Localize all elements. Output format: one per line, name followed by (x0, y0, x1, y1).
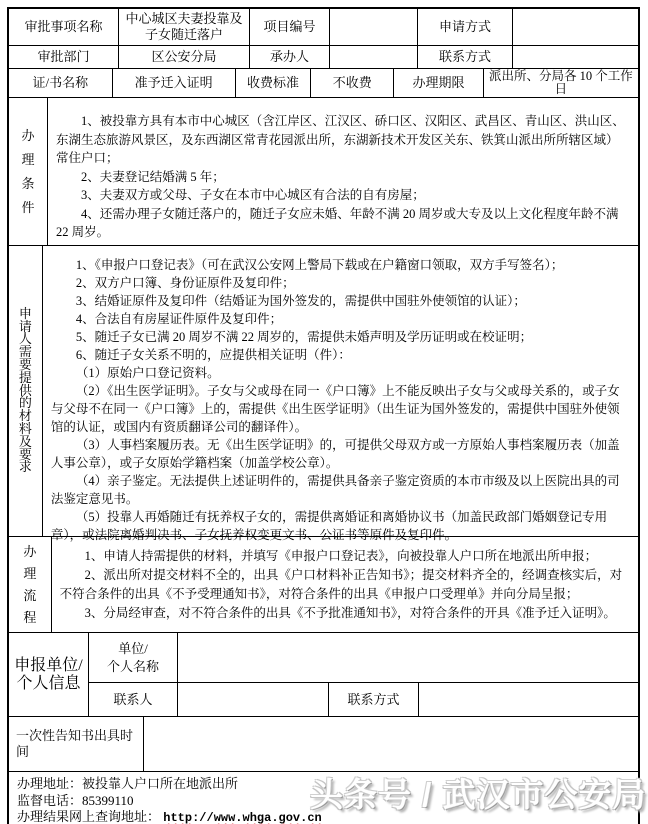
materials-paragraph: （1）原始户口登记资料。 (75, 366, 220, 380)
url-segment: :// (192, 811, 214, 824)
undertaker-label: 承办人 (250, 46, 330, 68)
materials-paragraph: （2）《出生医学证明》。子女与父或母在同一《户口簿》上不能反映出子女与父或母关系的，或子女与父母不在同一《户口簿》上的，需提供《出生医学证明》（出生证为国外签发的，需提供中国驻外使领馆的认证，或国内有资质翻译公司的翻译件）。 (50, 384, 620, 434)
contact-person-value (178, 683, 329, 716)
materials-paragraph: （5）投靠人再婚随迁有抚养权子女的，需提供离婚证和离婚协议书（加盖民政部门婚姻登记专用章），或法院离婚判决书、子女抚养权变更文书、公证书等原件及复印件。 (50, 510, 608, 542)
contact-person-method-value (419, 683, 638, 716)
process-content (52, 537, 638, 632)
department-label: 审批部门 (9, 46, 119, 68)
contact-person-method-label: 联系方式 (329, 683, 419, 716)
url-segment: . (271, 811, 279, 824)
process-paragraph: 1、申请人持需提供的材料，并填写《申报户口登记表》，向被投靠人户口所在地派出所申报； (84, 549, 598, 563)
item-name-value: 中心城区夫妻投靠及子女随迁落户 (119, 9, 250, 45)
section-notice-time (9, 717, 638, 772)
contact-method-label: 联系方式 (418, 46, 513, 68)
approval-form-table (7, 7, 640, 824)
apply-method-label: 申请方式 (418, 9, 513, 45)
header-row-department (9, 46, 638, 69)
applicant-info-grid (89, 633, 638, 716)
result-query-label: 办理结果网上查询地址： (17, 809, 161, 824)
conditions-paragraph: 2、夫妻登记结婚满 5 年； (80, 169, 225, 184)
time-limit-value: 派出所、分局各 10 个工作日 (488, 69, 633, 96)
url-segment: www (213, 811, 236, 824)
url-segment: . (235, 811, 243, 824)
materials-paragraph: 3、结婚证原件及复印件（结婚证为国外签发的，需提供中国驻外使领馆的认证）； (75, 294, 526, 308)
unit-name-label-line1: 单位/ (118, 640, 148, 656)
materials-label-cell (9, 246, 43, 536)
url-segment: gov (278, 811, 301, 824)
applicant-info-label-line1: 申报单位/ (14, 656, 83, 674)
materials-paragraph: 6、随迁子女关系不明的，应提供相关证明（件）： (75, 348, 351, 362)
project-number-value (330, 9, 418, 45)
header-row-certificate (9, 69, 638, 98)
fee-standard-label: 收费标准 (236, 69, 311, 97)
materials-paragraph: 4、合法自有房屋证件原件及复印件； (75, 312, 283, 326)
project-number-label: 项目编号 (250, 9, 330, 45)
materials-paragraph: 5、随迁子女已满 20 周岁不满 22 周岁的，需提供未婚声明及学历证明或在校证明； (75, 330, 533, 344)
section-materials (9, 246, 638, 542)
contact-person-label: 联系人 (89, 683, 178, 716)
applicant-name-row (89, 633, 638, 683)
materials-content (43, 246, 638, 542)
conditions-paragraph: 4、还需办理子女随迁落户的，随迁子女应未婚、年龄不满 20 周岁或大专及以上文化程度年龄不满 22 周岁。 (55, 206, 619, 239)
url-segment: whga (242, 811, 272, 824)
url-segment: http (163, 811, 193, 824)
url-segment: . (300, 811, 308, 824)
url-segment: cn (307, 811, 322, 824)
applicant-info-label-cell (9, 633, 89, 716)
unit-name-value (178, 633, 638, 682)
process-paragraph: 3、分局经审查，对不符合条件的出具《不予批准通知书》，对符合条件的开具《准予迁入证明》。 (84, 606, 616, 620)
undertaker-value (330, 46, 418, 68)
materials-paragraph: 1、《申报户口登记表》（可在武汉公安网上警局下载或在户籍窗口领取，双方手写签名）； (75, 258, 564, 272)
time-limit-label: 办理期限 (394, 69, 484, 97)
item-name-label: 审批事项名称 (9, 9, 119, 45)
certificate-name-value: 准予迁入证明 (113, 69, 236, 97)
conditions-content (48, 98, 638, 245)
materials-paragraph: 2、双方户口簿、身份证原件及复印件； (75, 276, 295, 290)
conditions-paragraph: 3、夫妻双方或父母、子女在本市中心城区有合法的自有房屋； (80, 188, 425, 202)
fee-standard-value: 不收费 (311, 69, 394, 97)
supervision-phone-line: 监督电话：85399110 (17, 792, 134, 808)
process-paragraph: 2、派出所对提交材料不全的，出具《户口材料补正告知书》；提交材料齐全的，经调查核实后，对不符合条件的出具《不予受理通知书》，对符合条件的出具《申报户口受理单》并向分局呈报； (59, 568, 623, 601)
department-value: 区公安分局 (119, 46, 250, 68)
conditions-label: 办理条件 (21, 127, 35, 215)
applicant-info-label-line2: 个人信息 (16, 674, 81, 692)
section-conditions (9, 98, 638, 246)
toutiao-watermark: 头条号 / 武汉市公安局 (310, 776, 647, 813)
header-row-item-name (9, 9, 638, 46)
contact-method-value (513, 46, 638, 68)
notice-time-label: 一次性告知书出具时间 (9, 717, 144, 771)
conditions-paragraph: 1、被投靠方具有本市中心城区（含江岸区、江汉区、硚口区、汉阳区、武昌区、青山区、洪山区、东湖生态旅游风景区，及东西湖区常青花园派出所，东湖新技术开发区关东、铁箕山派出所所辖区域）常住户口； (55, 114, 625, 165)
applicant-contact-row (89, 683, 638, 716)
conditions-label-cell (9, 98, 48, 245)
result-query-url (163, 811, 321, 824)
certificate-name-label: 证/书名称 (9, 69, 113, 97)
unit-name-label-line2: 个人名称 (106, 658, 159, 674)
unit-name-label-cell (89, 633, 178, 682)
materials-paragraph: （4）亲子鉴定。无法提供上述证明件的，需提供具备亲子鉴定资质的本市市级及以上医院出具的司法鉴定意见书。 (50, 474, 620, 506)
process-label: 办理流程 (23, 543, 37, 625)
handling-address-line: 办理地址：被投靠人户口所在地派出所 (17, 776, 239, 791)
notice-time-value (144, 717, 638, 771)
section-process (9, 537, 638, 633)
section-applicant-info (9, 633, 638, 717)
materials-label: 申请人需要提供的材料及要求 (18, 305, 32, 475)
process-label-cell (9, 537, 52, 632)
materials-paragraph: （3）人事档案履历表。无《出生医学证明》的，可提供父母双方或一方原始人事档案履历表（加盖人事公章），或子女原始学籍档案（加盖学校公章）。 (50, 438, 620, 470)
apply-method-value (513, 9, 638, 45)
